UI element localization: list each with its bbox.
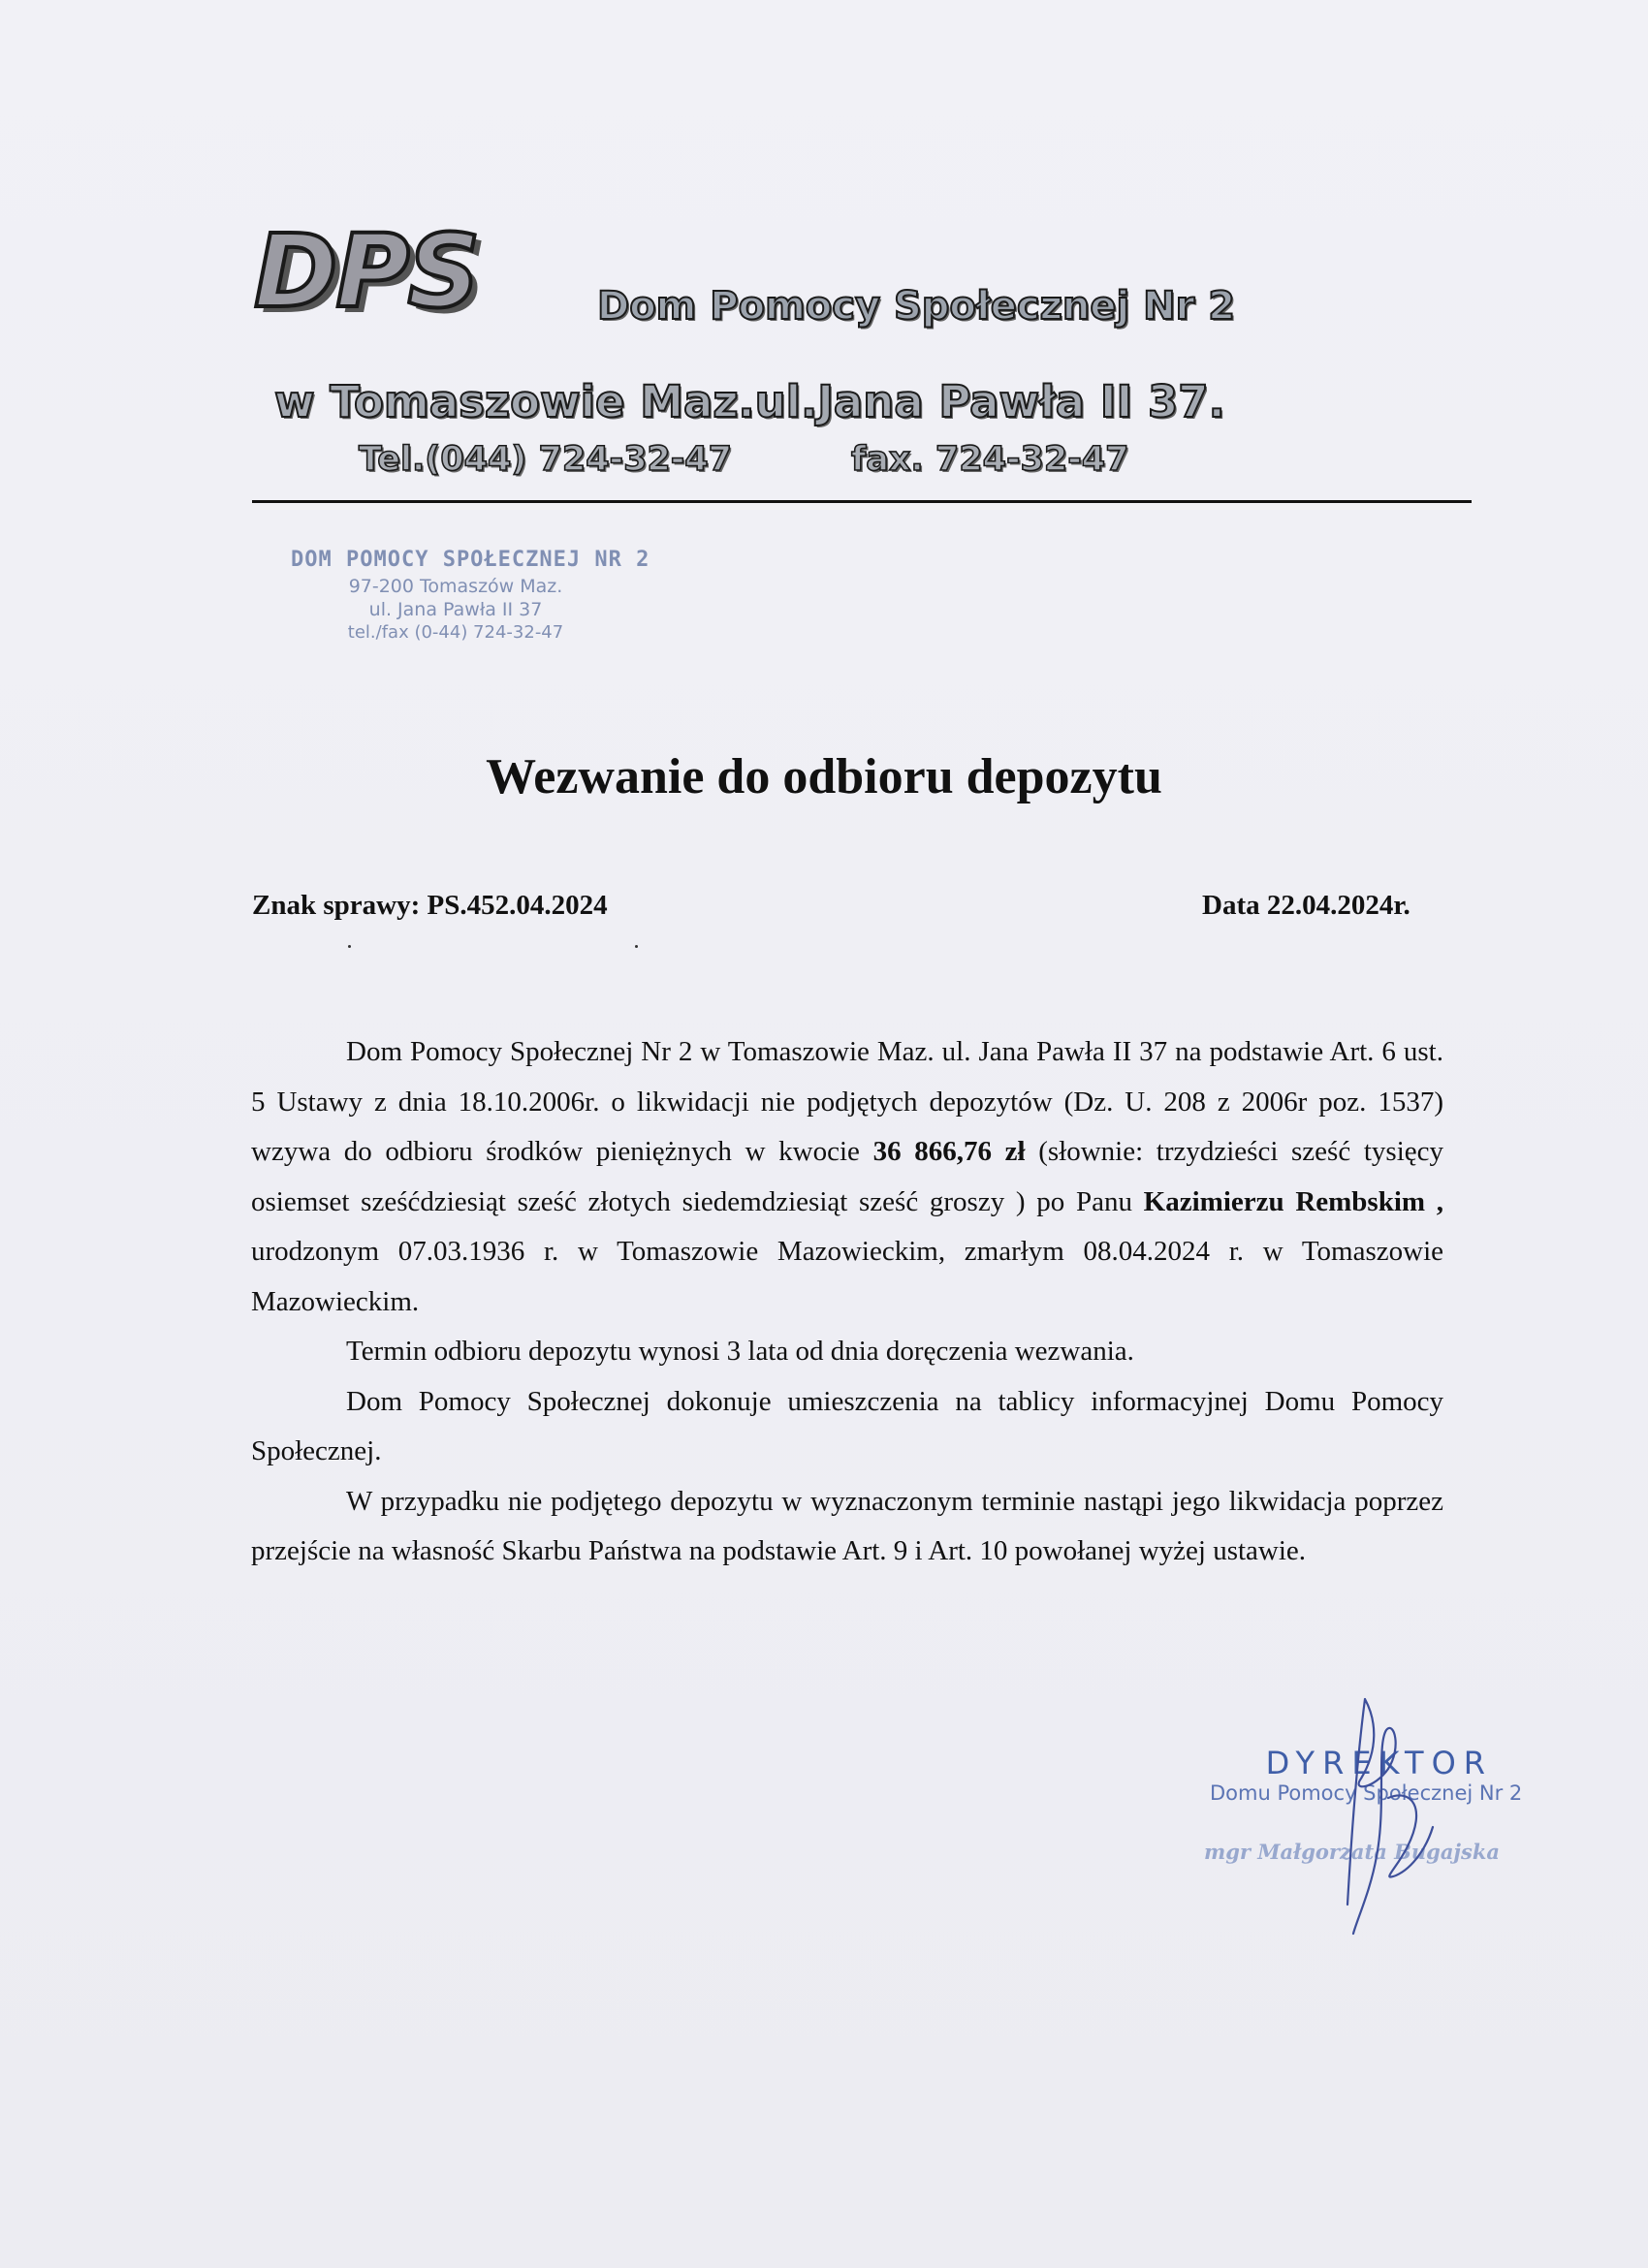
stamp-line-1: DOM POMOCY SPOŁECZNEJ NR 2 xyxy=(291,548,650,572)
document-title: Wezwanie do odbioru depozytu xyxy=(486,749,1162,804)
director-name: mgr Małgorzata Bugajska xyxy=(1204,1840,1501,1864)
document-date: Data 22.04.2024r. xyxy=(1202,890,1410,921)
stamp-line-4: tel./fax (0-44) 724-32-47 xyxy=(347,622,564,643)
institution-stamp xyxy=(291,548,650,643)
paragraph-3: Dom Pomocy Społecznej dokonuje umieszczenia na tablicy informacyjnej Domu Pomocy Społecznej. xyxy=(251,1385,1443,1466)
org-address: w Tomaszowie Maz.ul.Jana Pawła II 37. xyxy=(274,376,1225,427)
paragraph-1 xyxy=(251,1027,1443,1327)
document-body xyxy=(251,1027,1443,1577)
dot-mark xyxy=(348,945,351,948)
dps-logo: DPS xyxy=(254,212,479,331)
paragraph-1-text-b: (słownie: trzydzieści sześć tysięcy osiemset sześćdziesiąt sześć złotych siedemdziesiąt sześć groszy ) po Panu xyxy=(251,1136,1444,1217)
deceased-name: Kazimierzu Rembskim , xyxy=(1143,1185,1443,1217)
dot-mark xyxy=(635,945,638,948)
director-org: Domu Pomocy Społecznej Nr 2 xyxy=(1210,1781,1523,1805)
case-reference: Znak sprawy: PS.452.04.2024 xyxy=(252,890,608,921)
deposit-amount: 36 866,76 zł xyxy=(872,1136,1026,1167)
header-divider xyxy=(252,500,1472,503)
director-title: DYREKTOR xyxy=(1265,1745,1493,1781)
org-phone: Tel.(044) 724-32-47 xyxy=(359,440,733,479)
stamp-line-3: ul. Jana Pawła II 37 xyxy=(368,599,543,620)
handwritten-signature xyxy=(1318,1691,1454,1943)
paragraph-1-text-c: urodzonym 07.03.1936 r. w Tomaszowie Mazowieckim, zmarłym 08.04.2024 r. w Tomaszowie Mazowieckim. xyxy=(251,1236,1443,1317)
org-name: Dom Pomocy Społecznej Nr 2 xyxy=(597,284,1236,329)
paragraph-2: Termin odbioru depozytu wynosi 3 lata od dnia doręczenia wezwania. xyxy=(346,1336,1134,1367)
paragraph-1-text-a: Dom Pomocy Społecznej Nr 2 w Tomaszowie Maz. ul. Jana Pawła II 37 na podstawie Art. 6 ust. 5 Ustawy z dnia 18.10.2006r. o likwidacji nie podjętych depozytów (Dz. U. 208 z 2006r poz. 1537) wzywa do odbioru środków pieniężnych w kwocie xyxy=(251,1036,1443,1167)
org-fax: fax. 724-32-47 xyxy=(851,440,1129,479)
stamp-line-2: 97-200 Tomaszów Maz. xyxy=(348,576,563,597)
paragraph-4: W przypadku nie podjętego depozytu w wyznaczonym terminie nastąpi jego likwidacja poprzez przejście na własność Skarbu Państwa na podstawie Art. 9 i Art. 10 powołanej wyżej ustawie. xyxy=(251,1485,1443,1566)
